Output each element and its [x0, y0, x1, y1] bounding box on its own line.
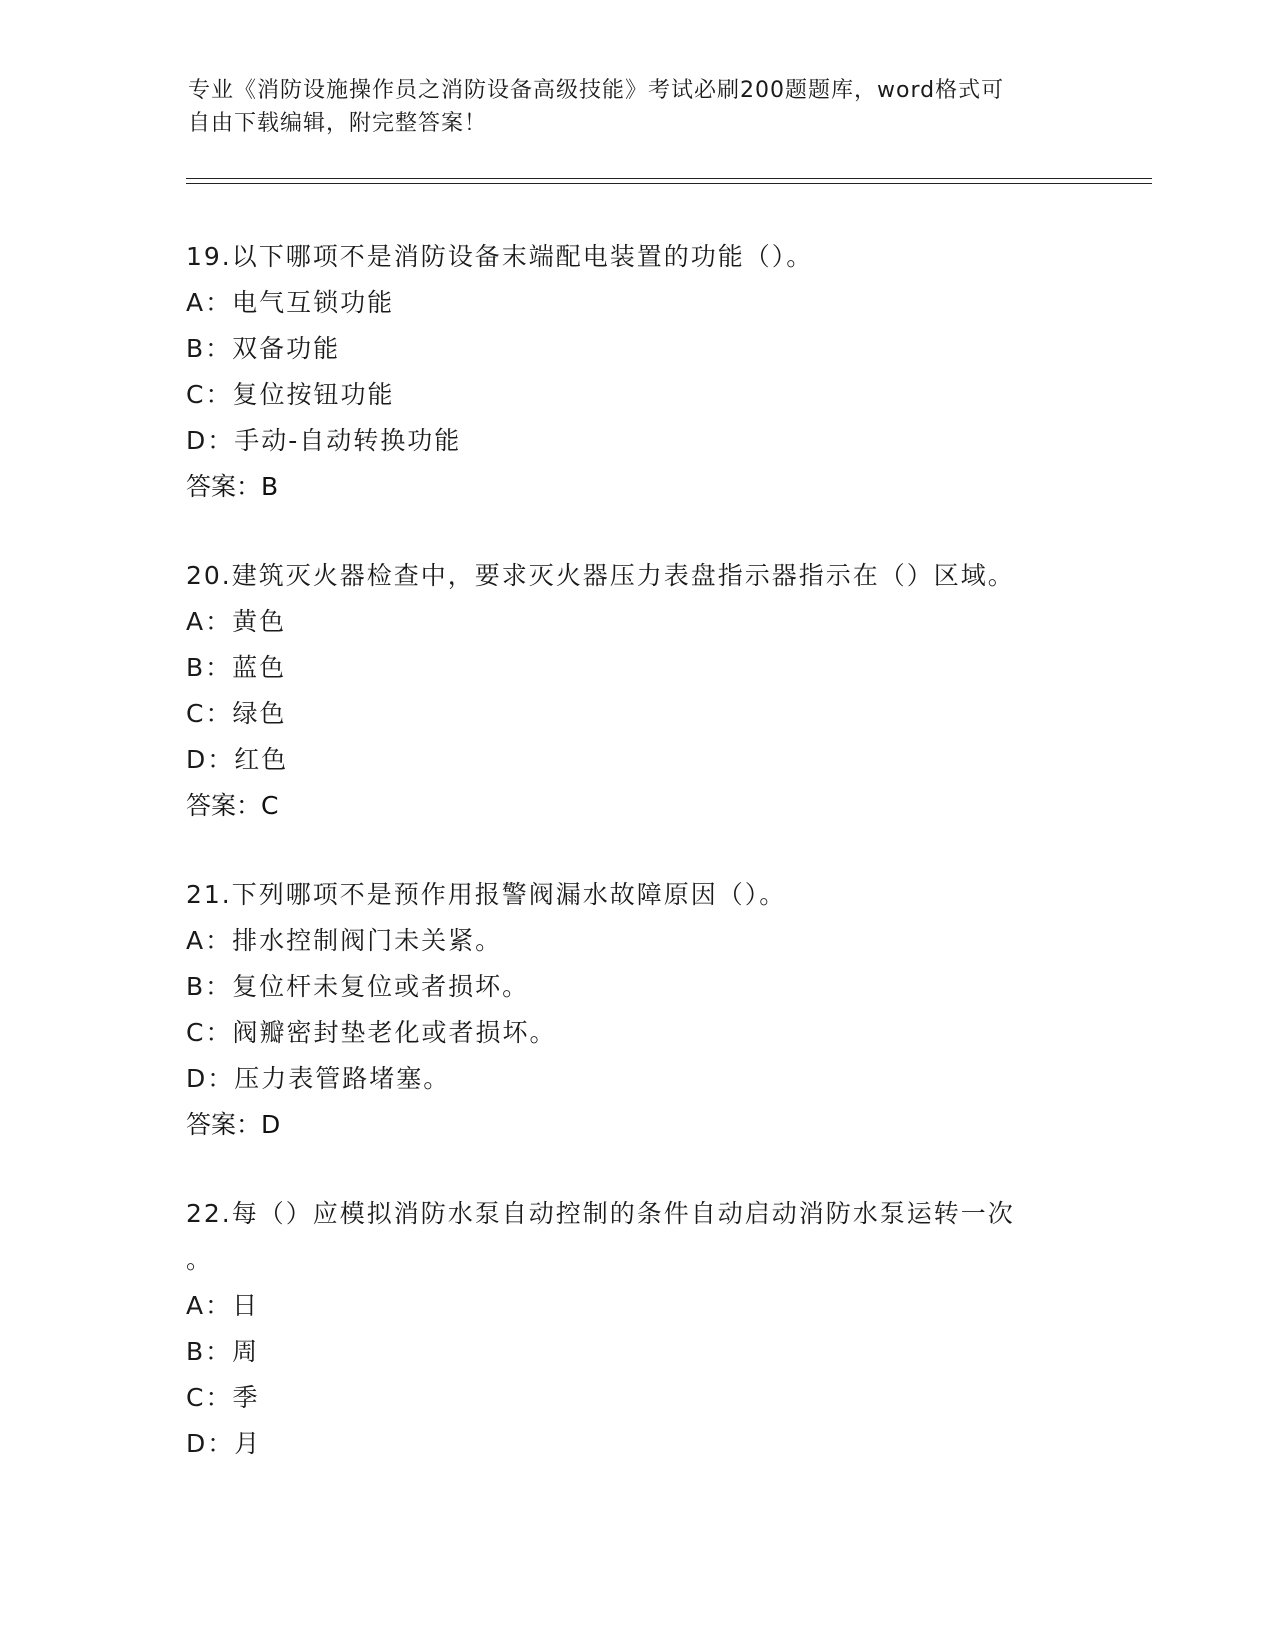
question-stem: 22.每（）应模拟消防水泵自动控制的条件自动启动消防水泵运转一次 [186, 1199, 1015, 1228]
option-c: C：阀瓣密封垫老化或者损坏。 [186, 1018, 557, 1047]
question-21 [186, 872, 1086, 1148]
option-a: A：黄色 [186, 607, 287, 636]
option-d: D：红色 [186, 745, 289, 774]
option-a: A：电气互锁功能 [186, 288, 395, 317]
header-divider-top [186, 178, 1152, 179]
question-19 [186, 234, 1086, 510]
question-stem-continuation: 。 [186, 1245, 214, 1274]
option-c: C：复位按钮功能 [186, 380, 395, 409]
question-20 [186, 553, 1086, 829]
document-header [188, 74, 1068, 140]
option-c: C：季 [186, 1383, 260, 1412]
option-d: D：压力表管路堵塞。 [186, 1064, 451, 1093]
option-b: B：双备功能 [186, 334, 341, 363]
header-line-1: 专业《消防设施操作员之消防设备高级技能》考试必刷200题题库，word格式可 [188, 78, 1005, 103]
answer-line: 答案：D [186, 1110, 281, 1139]
answer-line: 答案：B [186, 472, 279, 501]
question-22 [186, 1191, 1086, 1467]
answer-line: 答案：C [186, 791, 279, 820]
option-b: B：蓝色 [186, 653, 287, 682]
question-stem: 19.以下哪项不是消防设备末端配电装置的功能（）。 [186, 242, 814, 271]
option-b: B：周 [186, 1337, 260, 1366]
header-line-2: 自由下载编辑，附完整答案！ [188, 111, 488, 136]
option-c: C：绿色 [186, 699, 287, 728]
option-a: A：排水控制阀门未关紧。 [186, 926, 503, 955]
option-a: A：日 [186, 1291, 260, 1320]
question-stem: 20.建筑灭火器检查中，要求灭火器压力表盘指示器指示在（）区域。 [186, 561, 1015, 590]
option-d: D：手动-自动转换功能 [186, 426, 462, 455]
option-d: D：月 [186, 1429, 262, 1458]
option-b: B：复位杆未复位或者损坏。 [186, 972, 530, 1001]
question-stem: 21.下列哪项不是预作用报警阀漏水故障原因（）。 [186, 880, 787, 909]
header-divider-bottom [186, 183, 1152, 184]
